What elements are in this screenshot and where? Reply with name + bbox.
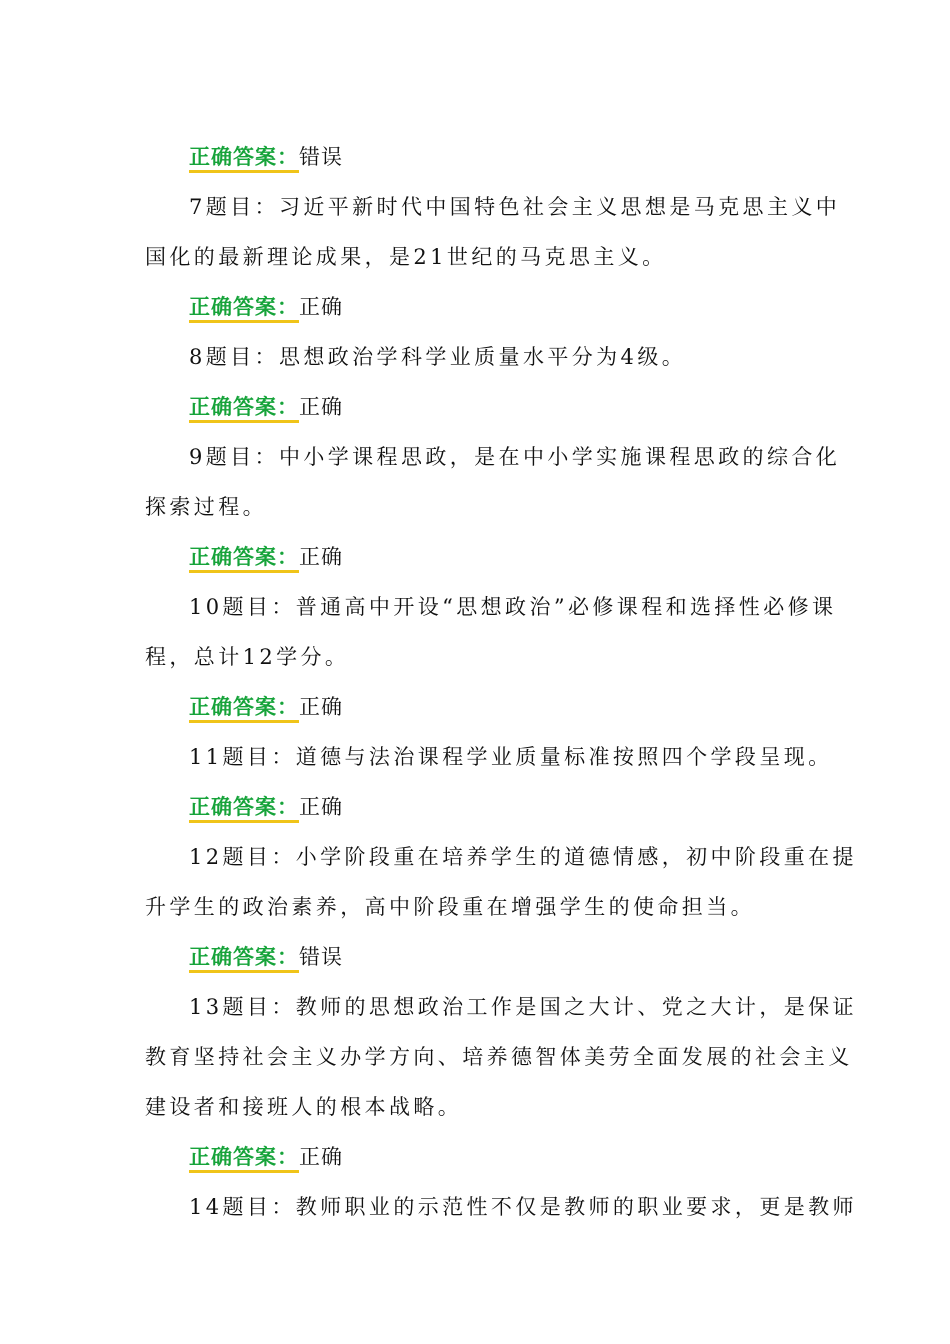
question-line: 11题目：道德与法治课程学业质量标准按照四个学段呈现。 <box>189 745 833 769</box>
qa-list <box>145 132 857 1232</box>
answer-label: 正确答案： <box>189 795 299 823</box>
answer-line <box>145 682 810 732</box>
answer-line <box>145 532 810 582</box>
question-line: 10题目：普通高中开设“思想政治”必修课程和选择性必修课 <box>189 595 837 619</box>
answer-value: 错误 <box>299 945 343 969</box>
answer-label: 正确答案： <box>189 545 299 573</box>
question-line: 9题目：中小学课程思政，是在中小学实施课程思政的综合化 <box>189 445 841 469</box>
answer-line <box>145 132 810 182</box>
answer-value: 正确 <box>299 795 343 819</box>
answer-line <box>145 382 810 432</box>
answer-label: 正确答案： <box>189 145 299 173</box>
answer-line <box>145 782 810 832</box>
answer-value: 错误 <box>299 145 343 169</box>
question-line: 7题目：习近平新时代中国特色社会主义思想是马克思主义中 <box>189 195 841 219</box>
question-continuation: 探索过程。 <box>145 495 267 519</box>
answer-value: 正确 <box>299 295 343 319</box>
question-continuation: 国化的最新理论成果，是21世纪的马克思主义。 <box>145 245 667 269</box>
answer-label: 正确答案： <box>189 1145 299 1173</box>
question-line: 8题目：思想政治学科学业质量水平分为4级。 <box>189 345 687 369</box>
answer-label: 正确答案： <box>189 945 299 973</box>
question-line: 14题目：教师职业的示范性不仅是教师的职业要求，更是教师 <box>189 1195 857 1219</box>
answer-value: 正确 <box>299 395 343 419</box>
question-continuation: 建设者和接班人的根本战略。 <box>145 1095 463 1119</box>
question-continuation: 升学生的政治素养，高中阶段重在增强学生的使命担当。 <box>145 895 755 919</box>
answer-line <box>145 282 810 332</box>
answer-label: 正确答案： <box>189 695 299 723</box>
question-line: 13题目：教师的思想政治工作是国之大计、党之大计，是保证 <box>189 995 857 1019</box>
answer-label: 正确答案： <box>189 395 299 423</box>
answer-line <box>145 932 810 982</box>
question-continuation: 教育坚持社会主义办学方向、培养德智体美劳全面发展的社会主义 <box>145 1045 853 1069</box>
question-continuation: 程，总计12学分。 <box>145 645 350 669</box>
answer-value: 正确 <box>299 1145 343 1169</box>
question-line: 12题目：小学阶段重在培养学生的道德情感，初中阶段重在提 <box>189 845 857 869</box>
answer-value: 正确 <box>299 545 343 569</box>
answer-label: 正确答案： <box>189 295 299 323</box>
answer-line <box>145 1132 810 1182</box>
answer-value: 正确 <box>299 695 343 719</box>
